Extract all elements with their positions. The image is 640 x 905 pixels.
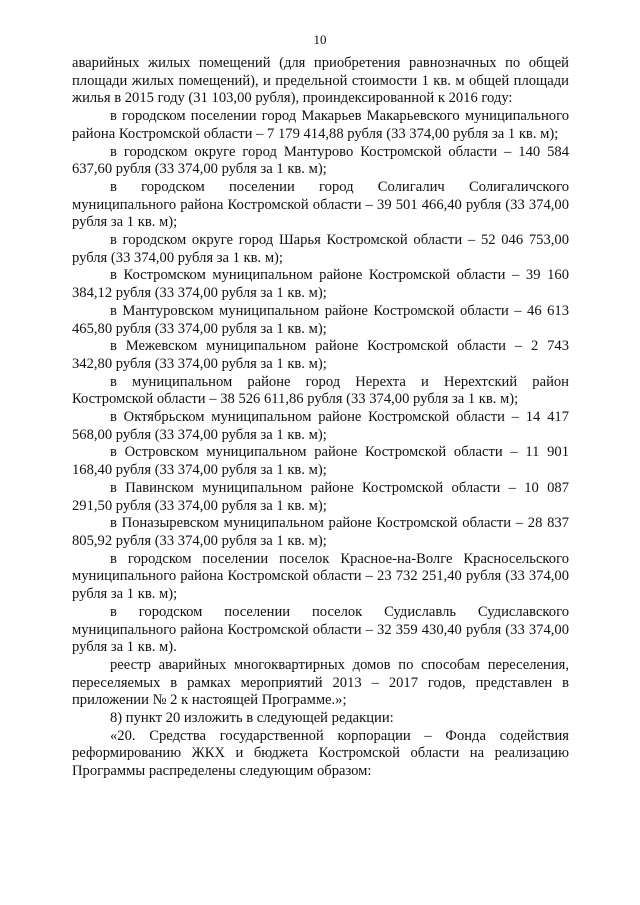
paragraph-manturovo-city: в городском округе город Мантурово Костромской области – 140 584 637,60 рубля (33 374,00 рубля за 1 кв. м); [72, 143, 569, 178]
paragraph-oktyabrsky: в Октябрьском муниципальном районе Костромской области – 14 417 568,00 рубля (33 374,00 рубля за 1 кв. м); [72, 409, 569, 443]
paragraph-ostrovsky: в Островском муниципальном районе Костромской области – 11 901 168,40 рубля (33 374,00 рубля за 1 кв. м); [72, 444, 569, 479]
paragraph-sudislavl: в городском поселении поселок Судиславль Судиславского муниципального района Костромской области – 32 359 430,40 рубля (33 374,00 рубля за 1 кв. м). [72, 603, 569, 656]
paragraph-nerekhta: в муниципальном районе город Нерехта и Нерехтский район Костромской области – 38 526 611,86 рубля (33 374,00 рубля за 1 кв. м); [72, 373, 569, 408]
paragraph-ponazyrevo: в Поназыревском муниципальном районе Костромской области – 28 837 805,92 рубля (33 374,00 рубля за 1 кв. м); [72, 515, 569, 549]
paragraph-kostroma-district: в Костромском муниципальном районе Костромской области – 39 160 384,12 рубля (33 374,00 рубля за 1 кв. м); [72, 267, 569, 302]
paragraph-makaryev: в городском поселении город Макарьев Макарьевского муниципального района Костромской области – 7 179 414,88 рубля (33 374,00 рубля за 1 кв. м); [72, 108, 569, 142]
page-number: 10 [313, 32, 327, 47]
paragraph-item-8: 8) пункт 20 изложить в следующей редакции: [110, 710, 394, 727]
paragraph-soligalich: в городском поселении город Солигалич Солигаличского муниципального района Костромской области – 39 501 466,40 рубля (33 374,00 рубля за 1 кв. м); [72, 178, 569, 231]
document-body [72, 55, 569, 781]
paragraph-krasnoe-na-volge: в городском поселении поселок Красное-на-Волге Красносельского муниципального района Костромской области – 23 732 251,40 рубля (33 374,00 рубля за 1 кв. м); [72, 550, 569, 603]
paragraph-item-20: «20. Средства государственной корпорации – Фонда содействия реформированию ЖКХ и бюджета Костромской области на реализацию Программы распределены следующим образом: [72, 727, 569, 780]
paragraph-registry: реестр аварийных многоквартирных домов по способам переселения, переселяемых в рамках мероприятий 2013 – 2017 годов, представлен в приложении № 2 к настоящей Программе.»; [72, 656, 569, 709]
paragraph-mezha: в Межевском муниципальном районе Костромской области – 2 743 342,80 рубля (33 374,00 рубля за 1 кв. м); [72, 338, 569, 372]
paragraph-sharya: в городском округе город Шарья Костромской области – 52 046 753,00 рубля (33 374,00 рубля за 1 кв. м); [72, 232, 569, 266]
paragraph-intro: аварийных жилых помещений (для приобретения равнозначных по общей площади жилых помещений), и предельной стоимости 1 кв. м общей площади жилья в 2015 году (31 103,00 рубля), проиндексированной к 2016 году: [72, 55, 569, 107]
paragraph-pavino: в Павинском муниципальном районе Костромской области – 10 087 291,50 рубля (33 374,00 рубля за 1 кв. м); [72, 479, 569, 514]
paragraph-manturovo-district: в Мантуровском муниципальном районе Костромской области – 46 613 465,80 рубля (33 374,00 рубля за 1 кв. м); [72, 302, 569, 337]
